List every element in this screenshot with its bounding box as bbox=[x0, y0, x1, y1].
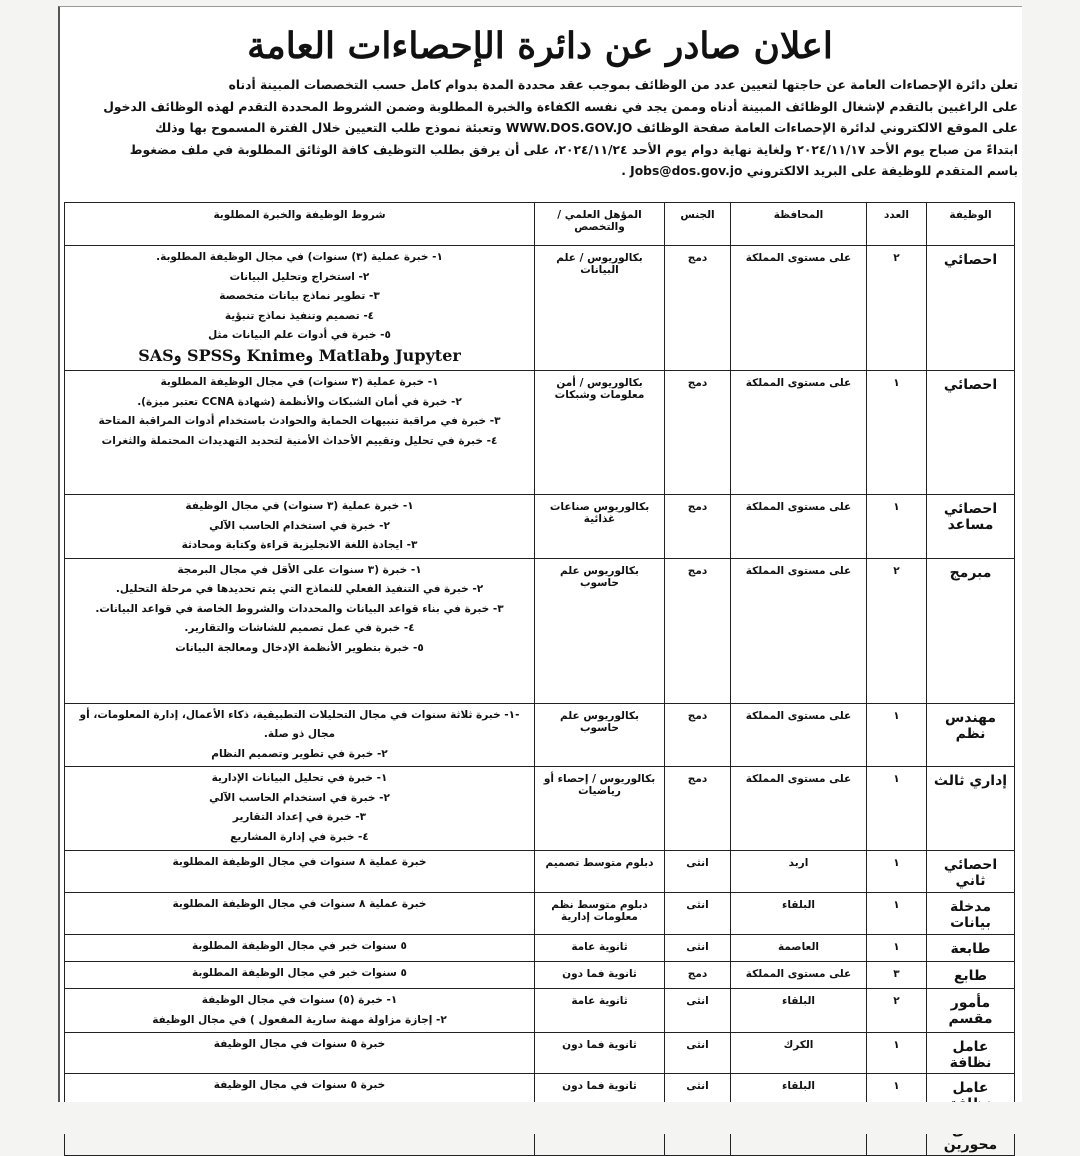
job-governorate: على مستوى المملكة bbox=[731, 371, 867, 495]
condition-line: ١- خبرة عملية (٣) سنوات) في مجال الوظيفة المطلوبة. bbox=[156, 251, 443, 263]
header-governorate: المحافظة bbox=[731, 203, 867, 246]
job-conditions bbox=[65, 495, 535, 559]
job-count: ١ bbox=[867, 893, 927, 935]
job-gender: دمج bbox=[665, 246, 731, 371]
job-conditions bbox=[65, 962, 535, 989]
condition-line: ٣- خبرة في مراقبة تنبيهات الحماية والحوادث باستخدام أدوات المراقبة المتاحة bbox=[98, 415, 501, 427]
job-qualification: ثانوية فما دون bbox=[535, 962, 665, 989]
job-qualification: دبلوم متوسط نظم معلومات إدارية bbox=[535, 893, 665, 935]
job-count: ٣ bbox=[867, 962, 927, 989]
job-governorate: البلقاء bbox=[731, 1074, 867, 1115]
job-governorate: البلقاء bbox=[731, 893, 867, 935]
job-title: احصائي bbox=[927, 371, 1015, 495]
intro-line: باسم المتقدم للوظيفة على البريد الالكتروني Jobs@dos.gov.jo . bbox=[621, 164, 1018, 178]
job-count: ١ bbox=[867, 703, 927, 767]
job-gender: دمج bbox=[665, 962, 731, 989]
job-qualification: دبلوم متوسط تصميم bbox=[535, 851, 665, 893]
condition-line: ٥- خبرة في أدوات علم البيانات مثل bbox=[208, 329, 391, 341]
job-gender: دمج bbox=[665, 495, 731, 559]
job-title: مأمور مقسم bbox=[927, 989, 1015, 1033]
condition-line: خبرة ٥ سنوات في مجال الوظيفة bbox=[213, 1079, 386, 1091]
job-qualification: ثانوية عامة bbox=[535, 989, 665, 1033]
table-row bbox=[65, 893, 1015, 935]
table-row bbox=[65, 767, 1015, 851]
condition-line: ٤- خبرة في تحليل وتقييم الأحداث الأمنية لتحديد التهديدات المحتملة والثغرات bbox=[101, 434, 498, 447]
job-conditions bbox=[65, 935, 535, 962]
condition-line: ٢- استخراج وتحليل البيانات bbox=[229, 270, 370, 283]
job-title: مهندس نظم bbox=[927, 703, 1015, 767]
condition-line: ٢- خبرة في تطوير وتصميم النظام bbox=[211, 747, 388, 760]
job-governorate: على مستوى المملكة bbox=[731, 767, 867, 851]
job-qualification: ثانوية عامة bbox=[535, 935, 665, 962]
job-title: مدخلة بيانات bbox=[927, 893, 1015, 935]
condition-line: ٤- خبرة في إدارة المشاريع bbox=[230, 830, 369, 843]
table-row bbox=[65, 558, 1015, 703]
job-qualification: بكالوريوس علم حاسوب bbox=[535, 703, 665, 767]
condition-line: ١- خبرة (٣ سنوات على الأقل في مجال البرمجة bbox=[177, 563, 422, 576]
header-job: الوظيفة bbox=[927, 203, 1015, 246]
job-conditions bbox=[65, 989, 535, 1033]
job-count: ١ bbox=[867, 371, 927, 495]
job-qualification: بكالوريوس / أمن معلومات وشبكات bbox=[535, 371, 665, 495]
table-row bbox=[65, 371, 1015, 495]
job-count: ٢ bbox=[867, 558, 927, 703]
intro-line: تعلن دائرة الإحصاءات العامة عن حاجتها لتعيين عدد من الوظائف بموجب عقد محددة المدة بدوام كامل حسب التخصصات المبينة أدناه bbox=[228, 78, 1018, 92]
intro-line: على الراغبين بالتقدم لإشغال الوظائف المبينة أدناه وممن يجد في نفسه الكفاءة والخبرة المطلوبة وضمن الشروط المحددة التقدم لهذه الوظائف الدخول bbox=[103, 99, 1018, 114]
condition-line: ٢- خبرة في التنفيذ الفعلي للنماذج التي يتم تحديدها في مرحلة التحليل. bbox=[115, 583, 484, 595]
job-governorate: على مستوى المملكة bbox=[731, 703, 867, 767]
table-row bbox=[65, 703, 1015, 767]
job-governorate: على مستوى المملكة bbox=[731, 246, 867, 371]
condition-line: خبرة ٥ سنوات في مجال الوظيفة bbox=[213, 1038, 386, 1050]
table-row bbox=[65, 246, 1015, 371]
job-gender: دمج bbox=[665, 767, 731, 851]
table-row bbox=[65, 495, 1015, 559]
job-gender: انثى bbox=[665, 989, 731, 1033]
job-count: ١ bbox=[867, 1033, 927, 1074]
header-count: العدد bbox=[867, 203, 927, 246]
job-gender: انثى bbox=[665, 935, 731, 962]
job-title: محورين bbox=[927, 1115, 1015, 1156]
condition-line: Jupyter وMatlab وKnime وSPSS وSAS bbox=[138, 345, 461, 365]
table-row bbox=[65, 851, 1015, 893]
table-row bbox=[65, 935, 1015, 962]
job-title: طابعة bbox=[927, 935, 1015, 962]
job-count: ١ bbox=[867, 935, 927, 962]
condition-line: ١- خبرة في تحليل البيانات الإدارية bbox=[211, 772, 388, 784]
job-conditions bbox=[65, 767, 535, 851]
job-count: ١ bbox=[867, 495, 927, 559]
job-qualification: ثانوية فما دون bbox=[535, 1033, 665, 1074]
header-conditions: شروط الوظيفة والخبرة المطلوبة bbox=[65, 203, 535, 246]
job-governorate: اربد bbox=[731, 851, 867, 893]
condition-line: ٢- خبرة في استخدام الحاسب الآلي bbox=[209, 791, 390, 804]
job-governorate: على مستوى المملكة bbox=[731, 558, 867, 703]
job-title: عامل نظافة bbox=[927, 1033, 1015, 1074]
job-count: ٢ bbox=[867, 989, 927, 1033]
job-governorate: العاصمة bbox=[731, 935, 867, 962]
condition-line: -١- خبرة ثلاثة سنوات في مجال التحليلات التطبيقية، ذكاء الأعمال، إدارة المعلومات، أو مجال ذو صلة. bbox=[79, 708, 520, 740]
job-title: إداري ثالث bbox=[927, 767, 1015, 851]
job-count: ١ bbox=[867, 851, 927, 893]
job-title: طابع bbox=[927, 962, 1015, 989]
job-title: احصائي مساعد bbox=[927, 495, 1015, 559]
job-conditions bbox=[65, 851, 535, 893]
condition-line: ١- خبرة (٥) سنوات في مجال الوظيفة bbox=[201, 994, 398, 1006]
job-qualification: بكالوريوس / إحصاء أو رياضيات bbox=[535, 767, 665, 851]
condition-line: ٣- خبرة في إعداد التقارير bbox=[232, 811, 367, 823]
announcement-page bbox=[58, 6, 1022, 1153]
condition-line: ٣- تطوير نماذج بيانات متخصصة bbox=[219, 290, 380, 302]
job-governorate: على مستوى المملكة bbox=[731, 962, 867, 989]
announcement-title: اعلان صادر عن دائرة الإحصاءات العامة bbox=[247, 25, 833, 67]
job-title: عامل bbox=[927, 1074, 1015, 1115]
page-bottom-margin bbox=[0, 1102, 1080, 1134]
job-qualification: بكالوريوس صناعات غذائية bbox=[535, 495, 665, 559]
job-gender: انثى bbox=[665, 1033, 731, 1074]
job-count: ١ bbox=[867, 1074, 927, 1115]
job-gender: انثى bbox=[665, 1074, 731, 1115]
job-conditions bbox=[65, 558, 535, 703]
condition-line: ٥ سنوات خبر في مجال الوظيفة المطلوبة bbox=[192, 967, 407, 979]
job-gender: دمج bbox=[665, 703, 731, 767]
condition-line: ٤- خبرة في عمل تصميم للشاشات والتقارير. bbox=[184, 622, 415, 634]
intro-text bbox=[78, 75, 1018, 183]
job-gender: انثى bbox=[665, 893, 731, 935]
job-gender: دمج bbox=[665, 558, 731, 703]
condition-line: خبرة عملية ٨ سنوات في مجال الوظيفة المطلوبة bbox=[172, 856, 427, 868]
condition-line: ٥- خبرة بتطوير الأنظمة الإدخال ومعالجة البيانات bbox=[175, 641, 424, 654]
job-conditions bbox=[65, 703, 535, 767]
job-count: ١ bbox=[867, 767, 927, 851]
header-qualification: المؤهل العلمي / والتخصص bbox=[535, 203, 665, 246]
condition-line: ١- خبرة عملية (٣ سنوات) في مجال الوظيفة المطلوبة bbox=[160, 376, 439, 388]
job-count: ٢ bbox=[867, 246, 927, 371]
table-row bbox=[65, 1033, 1015, 1074]
job-governorate: على مستوى المملكة bbox=[731, 495, 867, 559]
condition-line: ٢- إجازة مزاولة مهنة سارية المفعول ) في مجال الوظيفة bbox=[152, 1013, 447, 1026]
intro-line: على الموقع الالكتروني لدائرة الإحصاءات العامة صفحة الوظائف WWW.DOS.GOV.JO وتعبئة نموذج طلب التعيين خلال الفترة المسموح بها وذلك bbox=[155, 121, 1018, 135]
intro-line: ابتداءً من صباح يوم الأحد ٢٠٢٤/١١/١٧ ولغاية نهاية دوام يوم الأحد ٢٠٢٤/١١/٢٤، على أن يرفق بطلب التوظيف كافة الوثائق المطلوبة في ملف مضغوط bbox=[129, 142, 1018, 157]
condition-line: ١- خبرة عملية (٣ سنوات) في مجال الوظيفة bbox=[185, 500, 414, 512]
job-conditions bbox=[65, 246, 535, 371]
job-conditions bbox=[65, 1033, 535, 1074]
job-gender: دمج bbox=[665, 371, 731, 495]
condition-line: ٣- خبرة في بناء قواعد البيانات والمحددات والشروط الخاصة في قواعد البيانات. bbox=[95, 602, 504, 615]
table-row bbox=[65, 962, 1015, 989]
condition-line: ٥ سنوات خبر في مجال الوظيفة المطلوبة bbox=[192, 940, 407, 952]
condition-line: ٣- ايجادة اللغة الانجليزية قراءة وكتابة ومحادثة bbox=[181, 539, 418, 551]
table-header-row bbox=[65, 203, 1015, 246]
condition-line: خبرة عملية ٨ سنوات في مجال الوظيفة المطلوبة bbox=[172, 898, 427, 910]
condition-line: ٢- خبرة في أمان الشبكات والأنظمة (شهادة CCNA تعتبر ميزة). bbox=[137, 395, 462, 408]
job-title: مبرمج bbox=[927, 558, 1015, 703]
job-governorate: البلقاء bbox=[731, 989, 867, 1033]
job-title: احصائي bbox=[927, 246, 1015, 371]
condition-line: ٤- تصميم وتنفيذ نماذج تنبؤية bbox=[224, 309, 375, 322]
job-qualification: بكالوريوس / علم البيانات bbox=[535, 246, 665, 371]
job-title: احصائي ثاني bbox=[927, 851, 1015, 893]
table-row bbox=[65, 989, 1015, 1033]
condition-line: ٢- خبرة في استخدام الحاسب الآلي bbox=[209, 519, 390, 532]
job-conditions bbox=[65, 893, 535, 935]
job-conditions bbox=[65, 371, 535, 495]
job-qualification: بكالوريوس علم حاسوب bbox=[535, 558, 665, 703]
jobs-table bbox=[64, 202, 1015, 1156]
job-qualification: ثانوية فما دون bbox=[535, 1074, 665, 1115]
job-governorate: الكرك bbox=[731, 1033, 867, 1074]
header-gender: الجنس bbox=[665, 203, 731, 246]
job-gender: انثى bbox=[665, 851, 731, 893]
